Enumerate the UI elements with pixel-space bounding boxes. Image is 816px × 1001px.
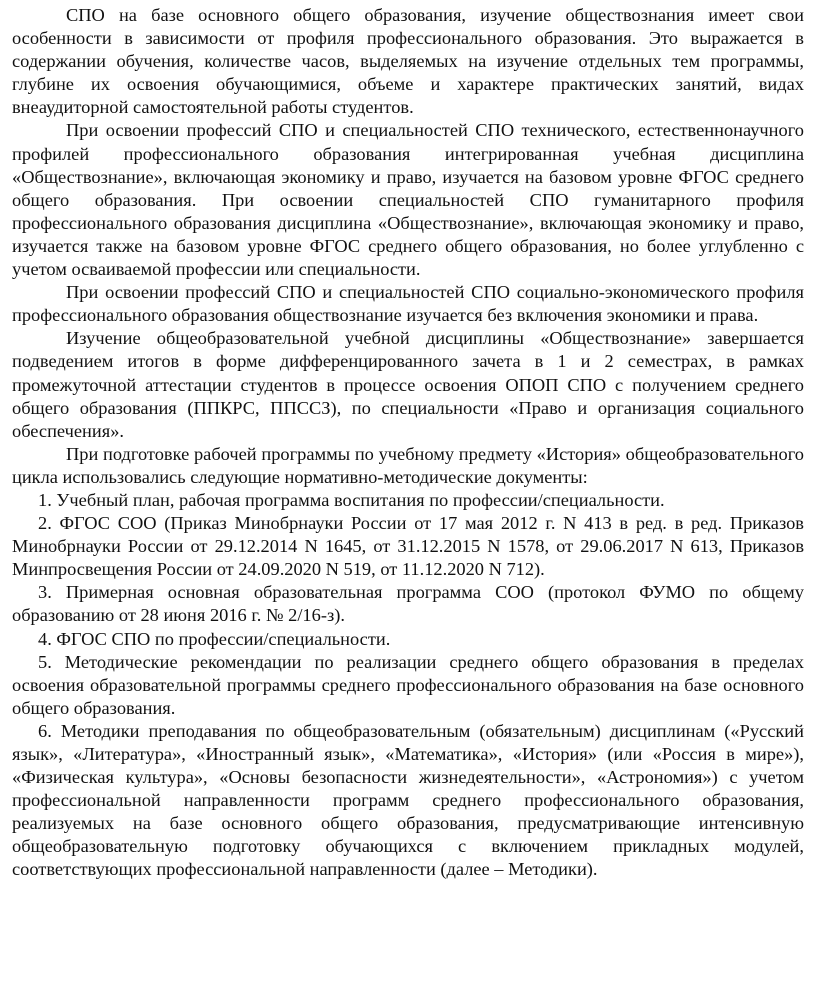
- list-item: [12, 628, 804, 651]
- list-item: [12, 651, 804, 720]
- list-item-number: 6.: [38, 720, 52, 741]
- list-item-number: 1.: [38, 489, 52, 510]
- list-item-number: 4.: [38, 628, 52, 649]
- list-item-number: 5.: [38, 651, 52, 672]
- list-item-text: Примерная основная образовательная программа СОО (протокол ФУМО по общему образованию от 28 июня 2016 г. № 2/16-з).: [12, 582, 804, 626]
- list-item: [12, 720, 804, 882]
- list-item-number: 2.: [38, 513, 52, 534]
- paragraph-profile-features: СПО на базе основного общего образования, изучение обществознания имеет свои особенности в зависимости от профиля профессионального образования. Это выражается в содержании обучения, количестве часов, выделяемых на изучение отдельных тем программы, глубине их освоения обучающимися, объеме и характере практических занятий, видах внеаудиторной самостоятельной работы студентов.: [12, 5, 804, 118]
- paragraph-documents-intro: При подготовке рабочей программы по учебному предмету «История» общеобразовательного цикла использовались следующие нормативно-методические документы:: [12, 443, 804, 487]
- list-item-number: 3.: [38, 582, 52, 603]
- list-item: [12, 581, 804, 627]
- list-item: [12, 489, 804, 512]
- list-item-text: Методические рекомендации по реализации среднего общего образования в пределах освоения образовательной программы среднего профессионального образования на базе основного общего образования.: [12, 651, 804, 718]
- list-item-text: Учебный план, рабочая программа воспитания по профессии/специальности.: [56, 489, 665, 510]
- paragraph-assessment: Изучение общеобразовательной учебной дисциплины «Обществознание» завершается подведением итогов в форме дифференцированного зачета в 1 и 2 семестрах, в рамках промежуточной аттестации студентов в процессе освоения ОПОП СПО с получением среднего общего образования (ППКРС, ППССЗ), по специальности «Право и организация социального обеспечения».: [12, 328, 804, 441]
- list-item: [12, 512, 804, 581]
- list-item-text: Методики преподавания по общеобразовательным (обязательным) дисциплинам («Русский язык», «Литература», «Иностранный язык», «Математика», «История» (или «Россия в мире»), «Физическая культура», «Основы безопасности жизнедеятельности», «Астрономия») с учетом профессиональной направленности программ среднего профессионального образования, реализуемых на базе основного общего образования, предусматривающие интенсивную общеобразовательную подготовку обучающихся с включением прикладных модулей, соответствующих профессиональной направленности (далее – Методики).: [12, 720, 804, 880]
- list-item-text: ФГОС СОО (Приказ Минобрнауки России от 17 мая 2012 г. N 413 в ред. в ред. Приказов Минобрнауки России от 29.12.2014 N 1645, от 31.12.2015 N 1578, от 29.06.2017 N 613, Приказов Минпросвещения России от 24.09.2020 N 519, от 11.12.2020 N 712).: [12, 513, 804, 580]
- paragraph-technical-profile: При освоении профессий СПО и специальностей СПО технического, естественнонаучного профилей профессионального образования интегрированная учебная дисциплина «Обществознание», включающая экономику и право, изучается на базовом уровне ФГОС среднего общего образования. При освоении специальностей СПО гуманитарного профиля профессионального образования дисциплина «Обществознание», включающая экономику и право, изучается также на базовом уровне ФГОС среднего общего образования, но более углубленно с учетом осваиваемой профессии или специальности.: [12, 120, 804, 280]
- list-item-text: ФГОС СПО по профессии/специальности.: [56, 628, 391, 649]
- paragraph-socio-economic-profile: При освоении профессий СПО и специальностей СПО социально-экономического профиля профессионального образования обществознание изучается без включения экономики и права.: [12, 282, 804, 326]
